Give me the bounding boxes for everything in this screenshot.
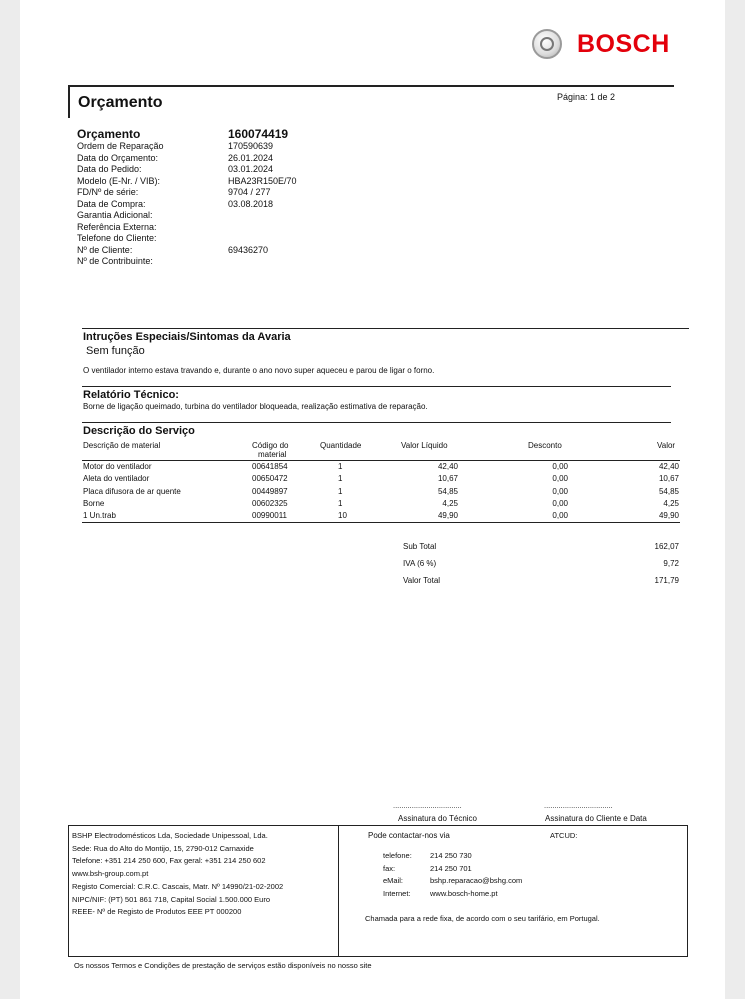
col-header-code-2: material [258,450,287,459]
bosch-emblem-icon [532,29,562,59]
row-net: 4,25 [442,498,458,508]
row-value: 49,90 [658,511,679,521]
row-desc: 1 Un.trab [83,511,116,521]
page-indicator: Página: 1 de 2 [557,92,616,102]
brand-name: BOSCH [577,30,670,58]
col-header-discount: Desconto [528,441,562,450]
row-discount: 0,00 [552,511,568,521]
company-line: www.bsh-group.com.pt [72,869,149,879]
row-value: 42,40 [658,462,679,471]
terms-text: Os nossos Termos e Condições de prestação de serviços estão disponíveis no nosso site [74,961,372,970]
technician-signature-label: Assinatura do Técnico [398,814,478,823]
row-discount: 0,00 [552,498,568,508]
col-header-desc: Descrição de material [83,441,161,450]
contact-value: www.bosch-home.pt [430,889,498,899]
service-title: Descrição do Serviço [83,425,195,437]
quote-number: 160074419 [228,127,289,141]
row-desc: Aleta do ventilador [83,474,150,484]
info-value: 03.08.2018 [228,198,274,209]
row-code: 00602325 [252,498,288,508]
col-header-value: Valor [657,441,676,450]
total-value: 9,72 [663,559,679,568]
row-qty: 1 [338,462,343,471]
info-value: 9704 / 277 [228,187,271,197]
company-line: BSHP Electrodomésticos Lda, Sociedade Unipessoal, Lda. [72,831,268,840]
row-net: 42,40 [437,462,458,471]
row-code: 00449897 [252,486,288,496]
row-discount: 0,00 [552,474,568,484]
row-qty: 1 [338,486,343,496]
row-qty: 1 [338,498,343,508]
contact-label: eMail: [383,876,404,886]
col-header-qty: Quantidade [320,441,362,450]
info-value: 26.01.2024 [228,152,274,163]
technician-signature-line: ................................. [393,801,462,810]
contact-label: Internet: [383,889,411,899]
symptom-text: Sem função [86,345,145,357]
info-value: 69436270 [228,244,269,255]
total-value: 171,79 [654,576,679,585]
info-label: Data do Orçamento: [77,152,159,163]
instructions-description: O ventilador interno estava travando e, durante o ano novo super aqueceu e parou de ligar o forno. [83,366,435,375]
info-label: Modelo (E-Nr. / VIB): [77,175,161,186]
contact-label: telefone: [383,851,412,860]
info-value: 03.01.2024 [228,164,274,174]
row-net: 54,85 [437,486,458,496]
col-header-code-1: Código do [252,441,289,450]
report-title: Relatório Técnico: [83,389,179,401]
row-desc: Borne [83,498,105,508]
info-value: 170590639 [228,141,274,151]
info-heading-label: Orçamento [77,127,141,141]
total-value: 162,07 [654,542,679,551]
company-line: NIPC/NIF: (PT) 501 861 718, Capital Social 1.500.000 Euro [72,894,271,904]
info-label: Nº de Cliente: [77,244,133,255]
info-label: Nº de Contribuinte: [77,256,153,266]
atcud-label: ATCUD: [550,831,578,840]
company-line: Telefone: +351 214 250 600, Fax geral: +351 214 250 602 [72,856,266,866]
instructions-title: Intruções Especiais/Sintomas da Avaria [83,331,291,343]
bosch-logo [532,29,562,59]
row-desc: Placa difusora de ar quente [83,486,181,496]
report-text: Borne de ligação queimado, turbina do ventilador bloqueada, realização estimativa de reparação. [83,402,428,411]
company-line: REEE- Nº de Registo de Produtos EEE PT 000200 [72,907,242,917]
info-label: Data de Compra: [77,198,146,209]
row-qty: 10 [338,511,347,521]
row-value: 10,67 [658,474,679,484]
total-label: Valor Total [403,576,441,585]
info-value: HBA23R150E/70 [228,175,297,186]
row-net: 10,67 [437,474,458,484]
company-line: Sede: Rua do Alto do Montijo, 15, 2790-012 Carnaxide [72,843,254,853]
company-line: Registo Comercial: C.R.C. Cascais, Matr. Nº 14990/21-02-2002 [72,881,284,891]
contact-label: fax: [383,863,396,873]
col-header-net: Valor Líquido [401,441,448,450]
info-label: Referência Externa: [77,221,157,232]
contact-value: 214 250 730 [430,851,472,860]
row-code: 00641854 [252,462,288,471]
doc-title: Orçamento [78,94,163,111]
row-code: 00650472 [252,474,288,484]
client-signature-line: ................................. [544,801,613,810]
row-discount: 0,00 [552,486,568,496]
document-page [20,0,725,999]
total-label: IVA (6 %) [403,559,437,568]
contact-value: 214 250 701 [430,863,472,873]
call-note: Chamada para a rede fixa, de acordo com o seu tarifário, em Portugal. [365,914,600,923]
contact-title: Pode contactar-nos via [368,831,450,840]
info-label: Ordem de Reparação [77,141,164,151]
row-desc: Motor do ventilador [83,462,152,471]
info-label: Telefone do Cliente: [77,233,157,243]
total-label: Sub Total [403,542,437,551]
row-net: 49,90 [437,511,458,521]
row-qty: 1 [338,474,343,484]
row-code: 00990011 [252,511,287,521]
row-discount: 0,00 [552,462,568,471]
contact-value: bshp.reparacao@bshg.com [430,876,523,886]
client-signature-label: Assinatura do Cliente e Data [545,814,647,823]
info-label: FD/Nº de série: [77,187,139,197]
row-value: 4,25 [663,498,679,508]
info-label: Data do Pedido: [77,164,142,174]
info-label: Garantia Adicional: [77,210,153,220]
row-value: 54,85 [658,486,679,496]
